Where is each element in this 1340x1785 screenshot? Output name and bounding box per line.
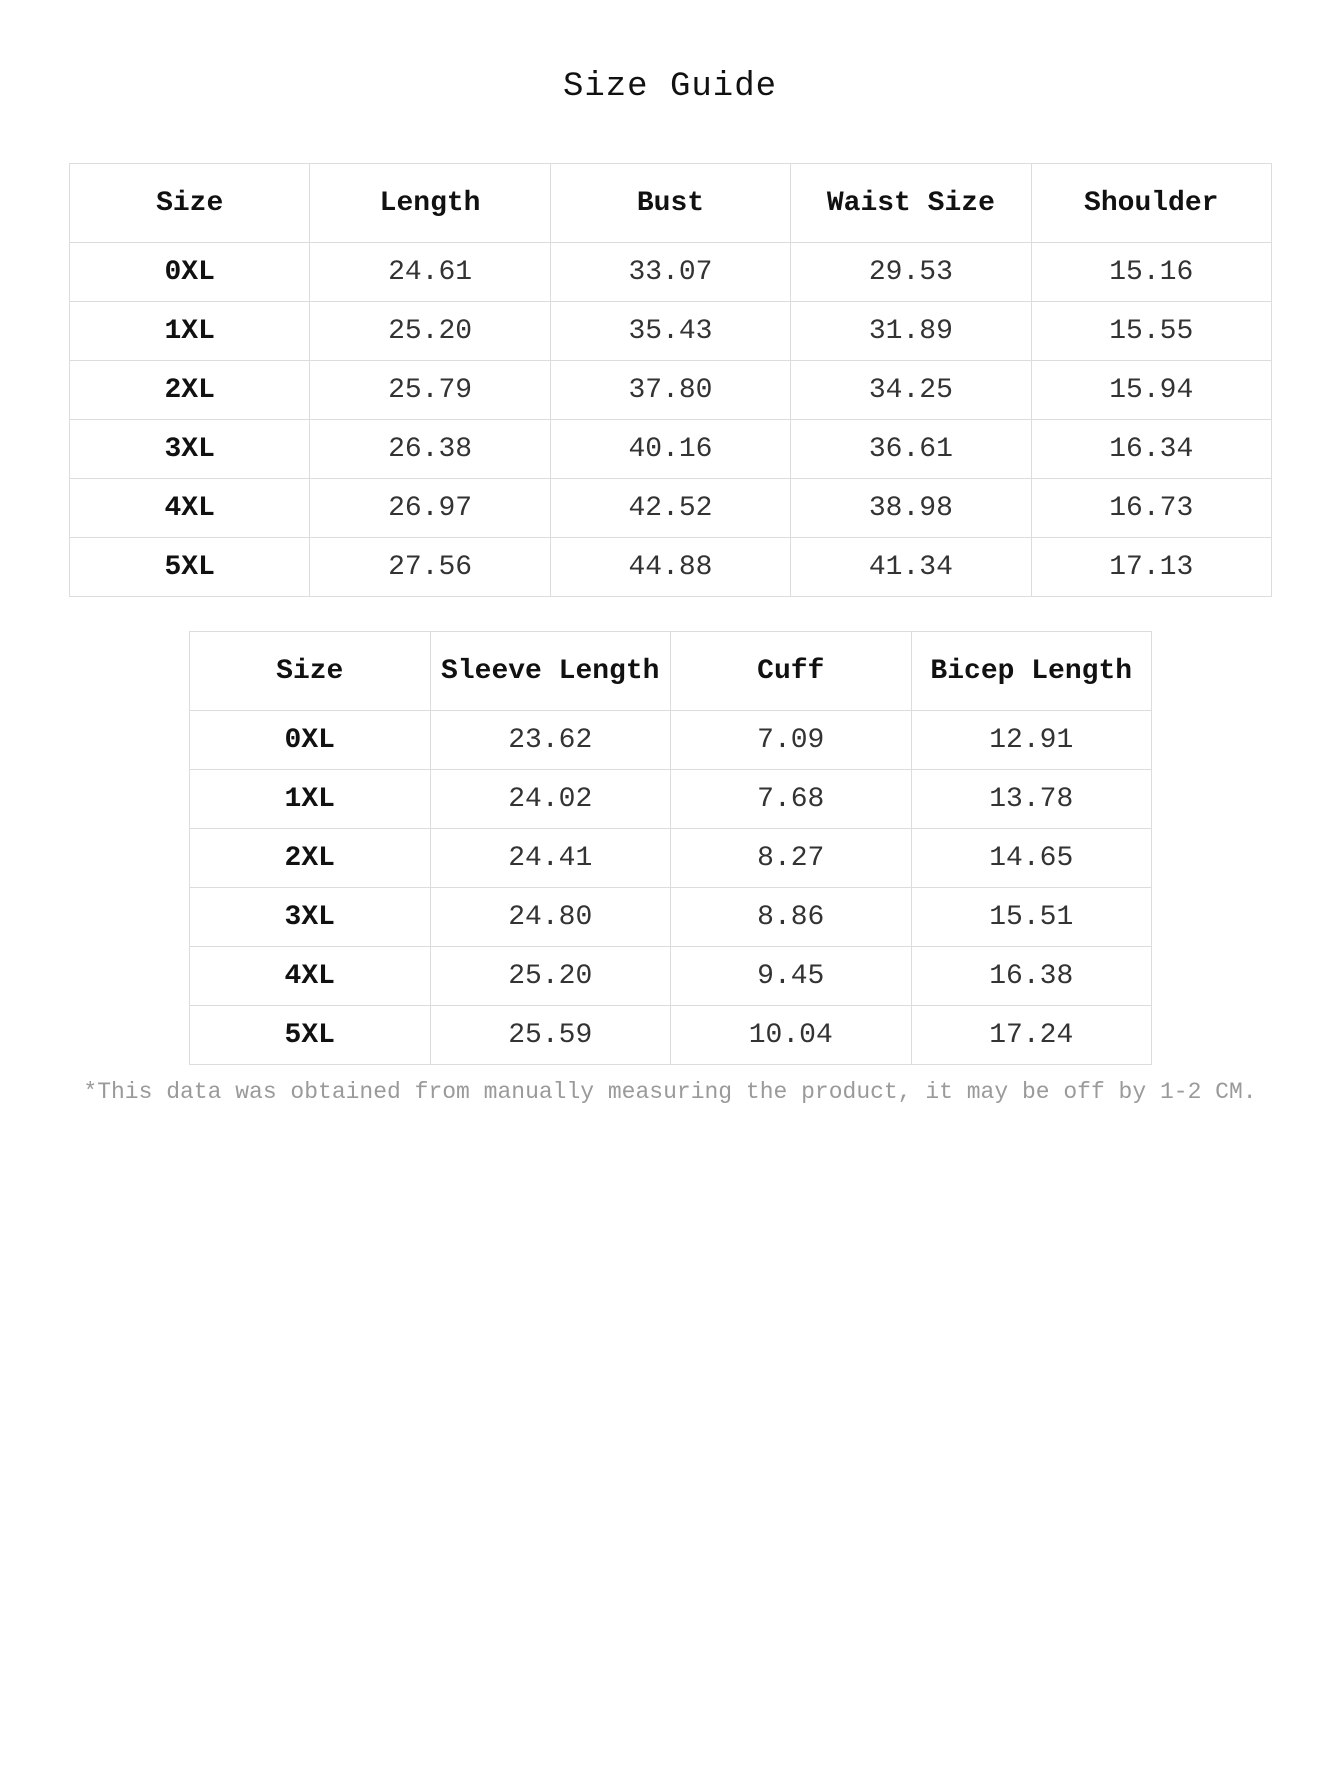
size-table-main xyxy=(69,163,1272,597)
size-cell: 4XL xyxy=(70,479,310,538)
size-cell: 5XL xyxy=(70,538,310,597)
table-row xyxy=(190,829,1152,888)
table-row xyxy=(190,1006,1152,1065)
size-cell: 4XL xyxy=(190,947,431,1006)
length-cell: 24.61 xyxy=(310,243,550,302)
column-header-size: Size xyxy=(70,164,310,243)
measurement-disclaimer: *This data was obtained from manually measuring the product, it may be off by 1-2 CM. xyxy=(83,1079,1257,1105)
sleeve-length-cell: 23.62 xyxy=(430,711,671,770)
bust-cell: 42.52 xyxy=(550,479,790,538)
sleeve-length-cell: 24.41 xyxy=(430,829,671,888)
size-cell: 1XL xyxy=(190,770,431,829)
table-row xyxy=(70,361,1272,420)
column-header-bicep-length: Bicep Length xyxy=(911,632,1152,711)
waist-size-cell: 31.89 xyxy=(791,302,1031,361)
table-row xyxy=(70,243,1272,302)
column-header-sleeve-length: Sleeve Length xyxy=(430,632,671,711)
shoulder-cell: 15.55 xyxy=(1031,302,1271,361)
size-cell: 0XL xyxy=(190,711,431,770)
cuff-cell: 8.86 xyxy=(671,888,912,947)
table-row xyxy=(70,479,1272,538)
bicep-length-cell: 14.65 xyxy=(911,829,1152,888)
table-row xyxy=(70,538,1272,597)
sleeve-length-cell: 24.02 xyxy=(430,770,671,829)
bust-cell: 33.07 xyxy=(550,243,790,302)
shoulder-cell: 15.94 xyxy=(1031,361,1271,420)
bicep-length-cell: 17.24 xyxy=(911,1006,1152,1065)
size-cell: 2XL xyxy=(70,361,310,420)
length-cell: 25.79 xyxy=(310,361,550,420)
shoulder-cell: 15.16 xyxy=(1031,243,1271,302)
cuff-cell: 7.68 xyxy=(671,770,912,829)
bicep-length-cell: 12.91 xyxy=(911,711,1152,770)
bust-cell: 44.88 xyxy=(550,538,790,597)
column-header-shoulder: Shoulder xyxy=(1031,164,1271,243)
shoulder-cell: 17.13 xyxy=(1031,538,1271,597)
size-cell: 2XL xyxy=(190,829,431,888)
size-cell: 5XL xyxy=(190,1006,431,1065)
waist-size-cell: 34.25 xyxy=(791,361,1031,420)
bust-cell: 35.43 xyxy=(550,302,790,361)
length-cell: 26.38 xyxy=(310,420,550,479)
table-row xyxy=(70,302,1272,361)
length-cell: 27.56 xyxy=(310,538,550,597)
table-row xyxy=(190,947,1152,1006)
column-header-size: Size xyxy=(190,632,431,711)
bust-cell: 37.80 xyxy=(550,361,790,420)
shoulder-cell: 16.34 xyxy=(1031,420,1271,479)
column-header-bust: Bust xyxy=(550,164,790,243)
bust-cell: 40.16 xyxy=(550,420,790,479)
shoulder-cell: 16.73 xyxy=(1031,479,1271,538)
waist-size-cell: 41.34 xyxy=(791,538,1031,597)
table-row xyxy=(190,711,1152,770)
column-header-length: Length xyxy=(310,164,550,243)
sleeve-length-cell: 24.80 xyxy=(430,888,671,947)
column-header-waist-size: Waist Size xyxy=(791,164,1031,243)
size-table-sleeve xyxy=(189,631,1152,1065)
table-row xyxy=(70,420,1272,479)
length-cell: 25.20 xyxy=(310,302,550,361)
column-header-cuff: Cuff xyxy=(671,632,912,711)
sleeve-length-cell: 25.20 xyxy=(430,947,671,1006)
cuff-cell: 8.27 xyxy=(671,829,912,888)
waist-size-cell: 29.53 xyxy=(791,243,1031,302)
table-row xyxy=(190,888,1152,947)
cuff-cell: 7.09 xyxy=(671,711,912,770)
size-cell: 1XL xyxy=(70,302,310,361)
sleeve-length-cell: 25.59 xyxy=(430,1006,671,1065)
table-header-row xyxy=(190,632,1152,711)
bicep-length-cell: 16.38 xyxy=(911,947,1152,1006)
length-cell: 26.97 xyxy=(310,479,550,538)
page-title: Size Guide xyxy=(562,68,778,106)
cuff-cell: 9.45 xyxy=(671,947,912,1006)
cuff-cell: 10.04 xyxy=(671,1006,912,1065)
size-cell: 3XL xyxy=(70,420,310,479)
bicep-length-cell: 13.78 xyxy=(911,770,1152,829)
bicep-length-cell: 15.51 xyxy=(911,888,1152,947)
size-cell: 3XL xyxy=(190,888,431,947)
table-header-row xyxy=(70,164,1272,243)
waist-size-cell: 38.98 xyxy=(791,479,1031,538)
table-row xyxy=(190,770,1152,829)
waist-size-cell: 36.61 xyxy=(791,420,1031,479)
size-cell: 0XL xyxy=(70,243,310,302)
